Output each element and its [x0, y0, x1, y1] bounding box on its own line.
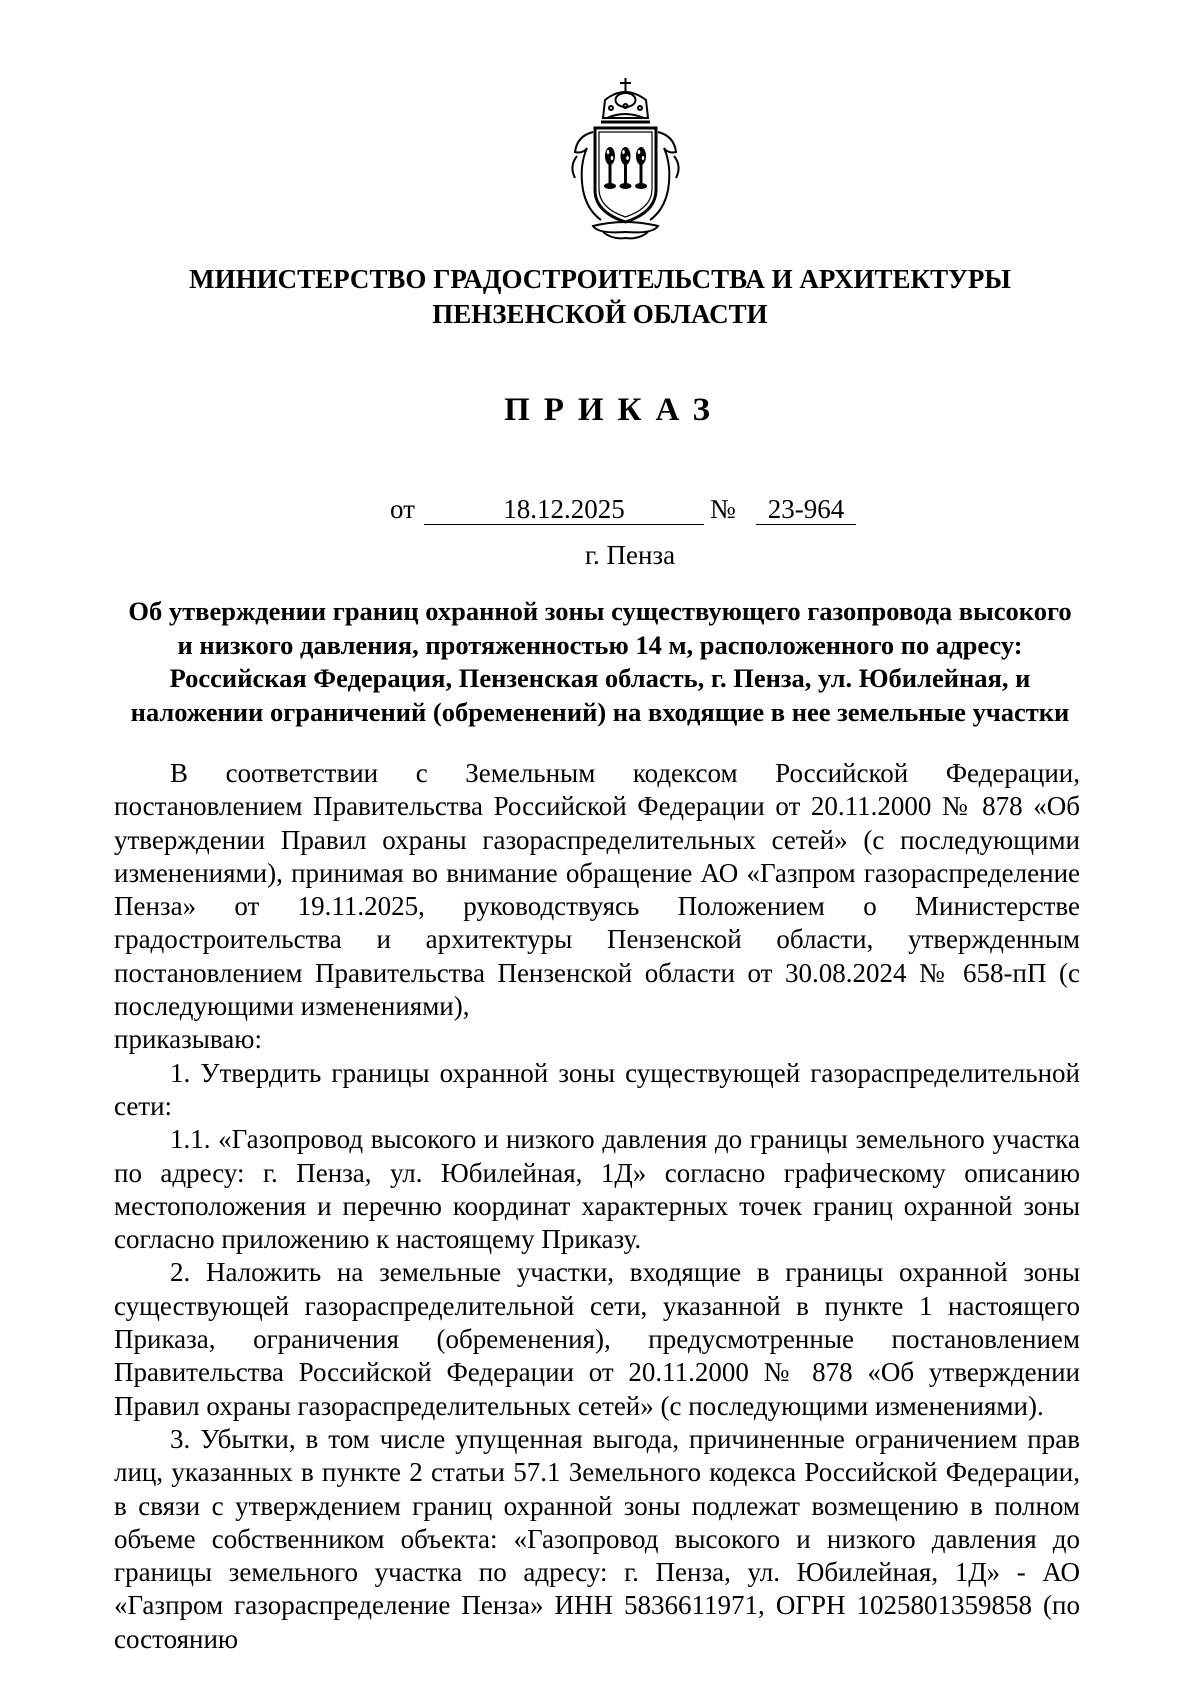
order-body	[114, 757, 1080, 1656]
number-label: №	[710, 494, 736, 524]
city-name: г. Пенза	[584, 540, 676, 570]
date-label: от	[390, 494, 415, 524]
item-1-paragraph: 1. Утвердить границы охранной зоны существующей газораспределительной сети:	[114, 1057, 1080, 1121]
item-2-paragraph: 2. Наложить на земельные участки, входящие в границы охранной зоны существующей газораспределительной сети, указанной в пункте 1 настоящего Приказа, ограничения (обременения), предусмотренные постановлением Правительства Российской Федерации от 20.11.2000 № 878 «Об утверждении Правил охраны газораспределительных сетей» (с последующими изменениями).	[114, 1257, 1080, 1421]
order-subject	[108, 595, 1092, 729]
subject-line1: Об утверждении границ охранной зоны существующего газопровода высокого	[128, 596, 1072, 626]
order-word: приказываю:	[114, 1024, 262, 1055]
ministry-name	[100, 262, 1100, 332]
item-3-paragraph: 3. Убытки, в том числе упущенная выгода, причиненные ограничением прав лиц, указанных в пункте 2 статьи 57.1 Земельного кодекса Российской Федерации, в связи с утверждением границ охранной зоны подлежат возмещению в полном объеме собственником объекта: «Газопровод высокого и низкого давления до границы земельного участка по адресу: г. Пенза, ул. Юбилейная, 1Д» - АО «Газпром газораспределение Пенза» ИНН 5836611971, ОГРН 1025801359858 (по состоянию	[114, 1423, 1080, 1654]
item-1-1-paragraph: 1.1. «Газопровод высокого и низкого давления до границы земельного участка по адресу: г. Пенза, ул. Юбилейная, 1Д» согласно графическому описанию местоположения и перечню координат характерных точек границ охранной зоны согласно приложению к настоящему Приказу.	[114, 1124, 1080, 1255]
ministry-name-line2: ПЕНЗЕНСКОЙ ОБЛАСТИ	[432, 299, 768, 329]
document-type-title: ПРИКАЗ	[504, 392, 724, 428]
document-date: 18.12.2025	[424, 492, 704, 525]
preamble-paragraph: В соответствии с Земельным кодексом Российской Федерации, постановлением Правительства Российской Федерации от 20.11.2000 № 878 «Об утверждении Правил охраны газораспределительных сетей» (с последующими изменениями), принимая во внимание обращение АО «Газпром газораспределение Пенза» от 19.11.2025, руководствуясь Положением о Министерстве градостроительства и архитектуры Пензенской области, утвержденным постановлением Правительства Пензенской области от 30.08.2024 № 658-пП (с последующими изменениями),	[114, 758, 1080, 1022]
penza-region-coat-of-arms-icon	[563, 70, 688, 245]
document-number: 23-964	[756, 492, 856, 525]
subject-line2: и низкого давления, протяженностью 14 м, расположенного по адресу:	[177, 629, 1023, 660]
ministry-name-line1: МИНИСТЕРСТВО ГРАДОСТРОИТЕЛЬСТВА И АРХИТЕКТУРЫ	[189, 264, 1011, 294]
subject-line3: Российская Федерация, Пензенская область, г. Пенза, ул. Юбилейная, и	[169, 663, 1031, 693]
subject-line4: наложении ограничений (обременений) на входящие в нее земельные участки	[130, 696, 1070, 727]
